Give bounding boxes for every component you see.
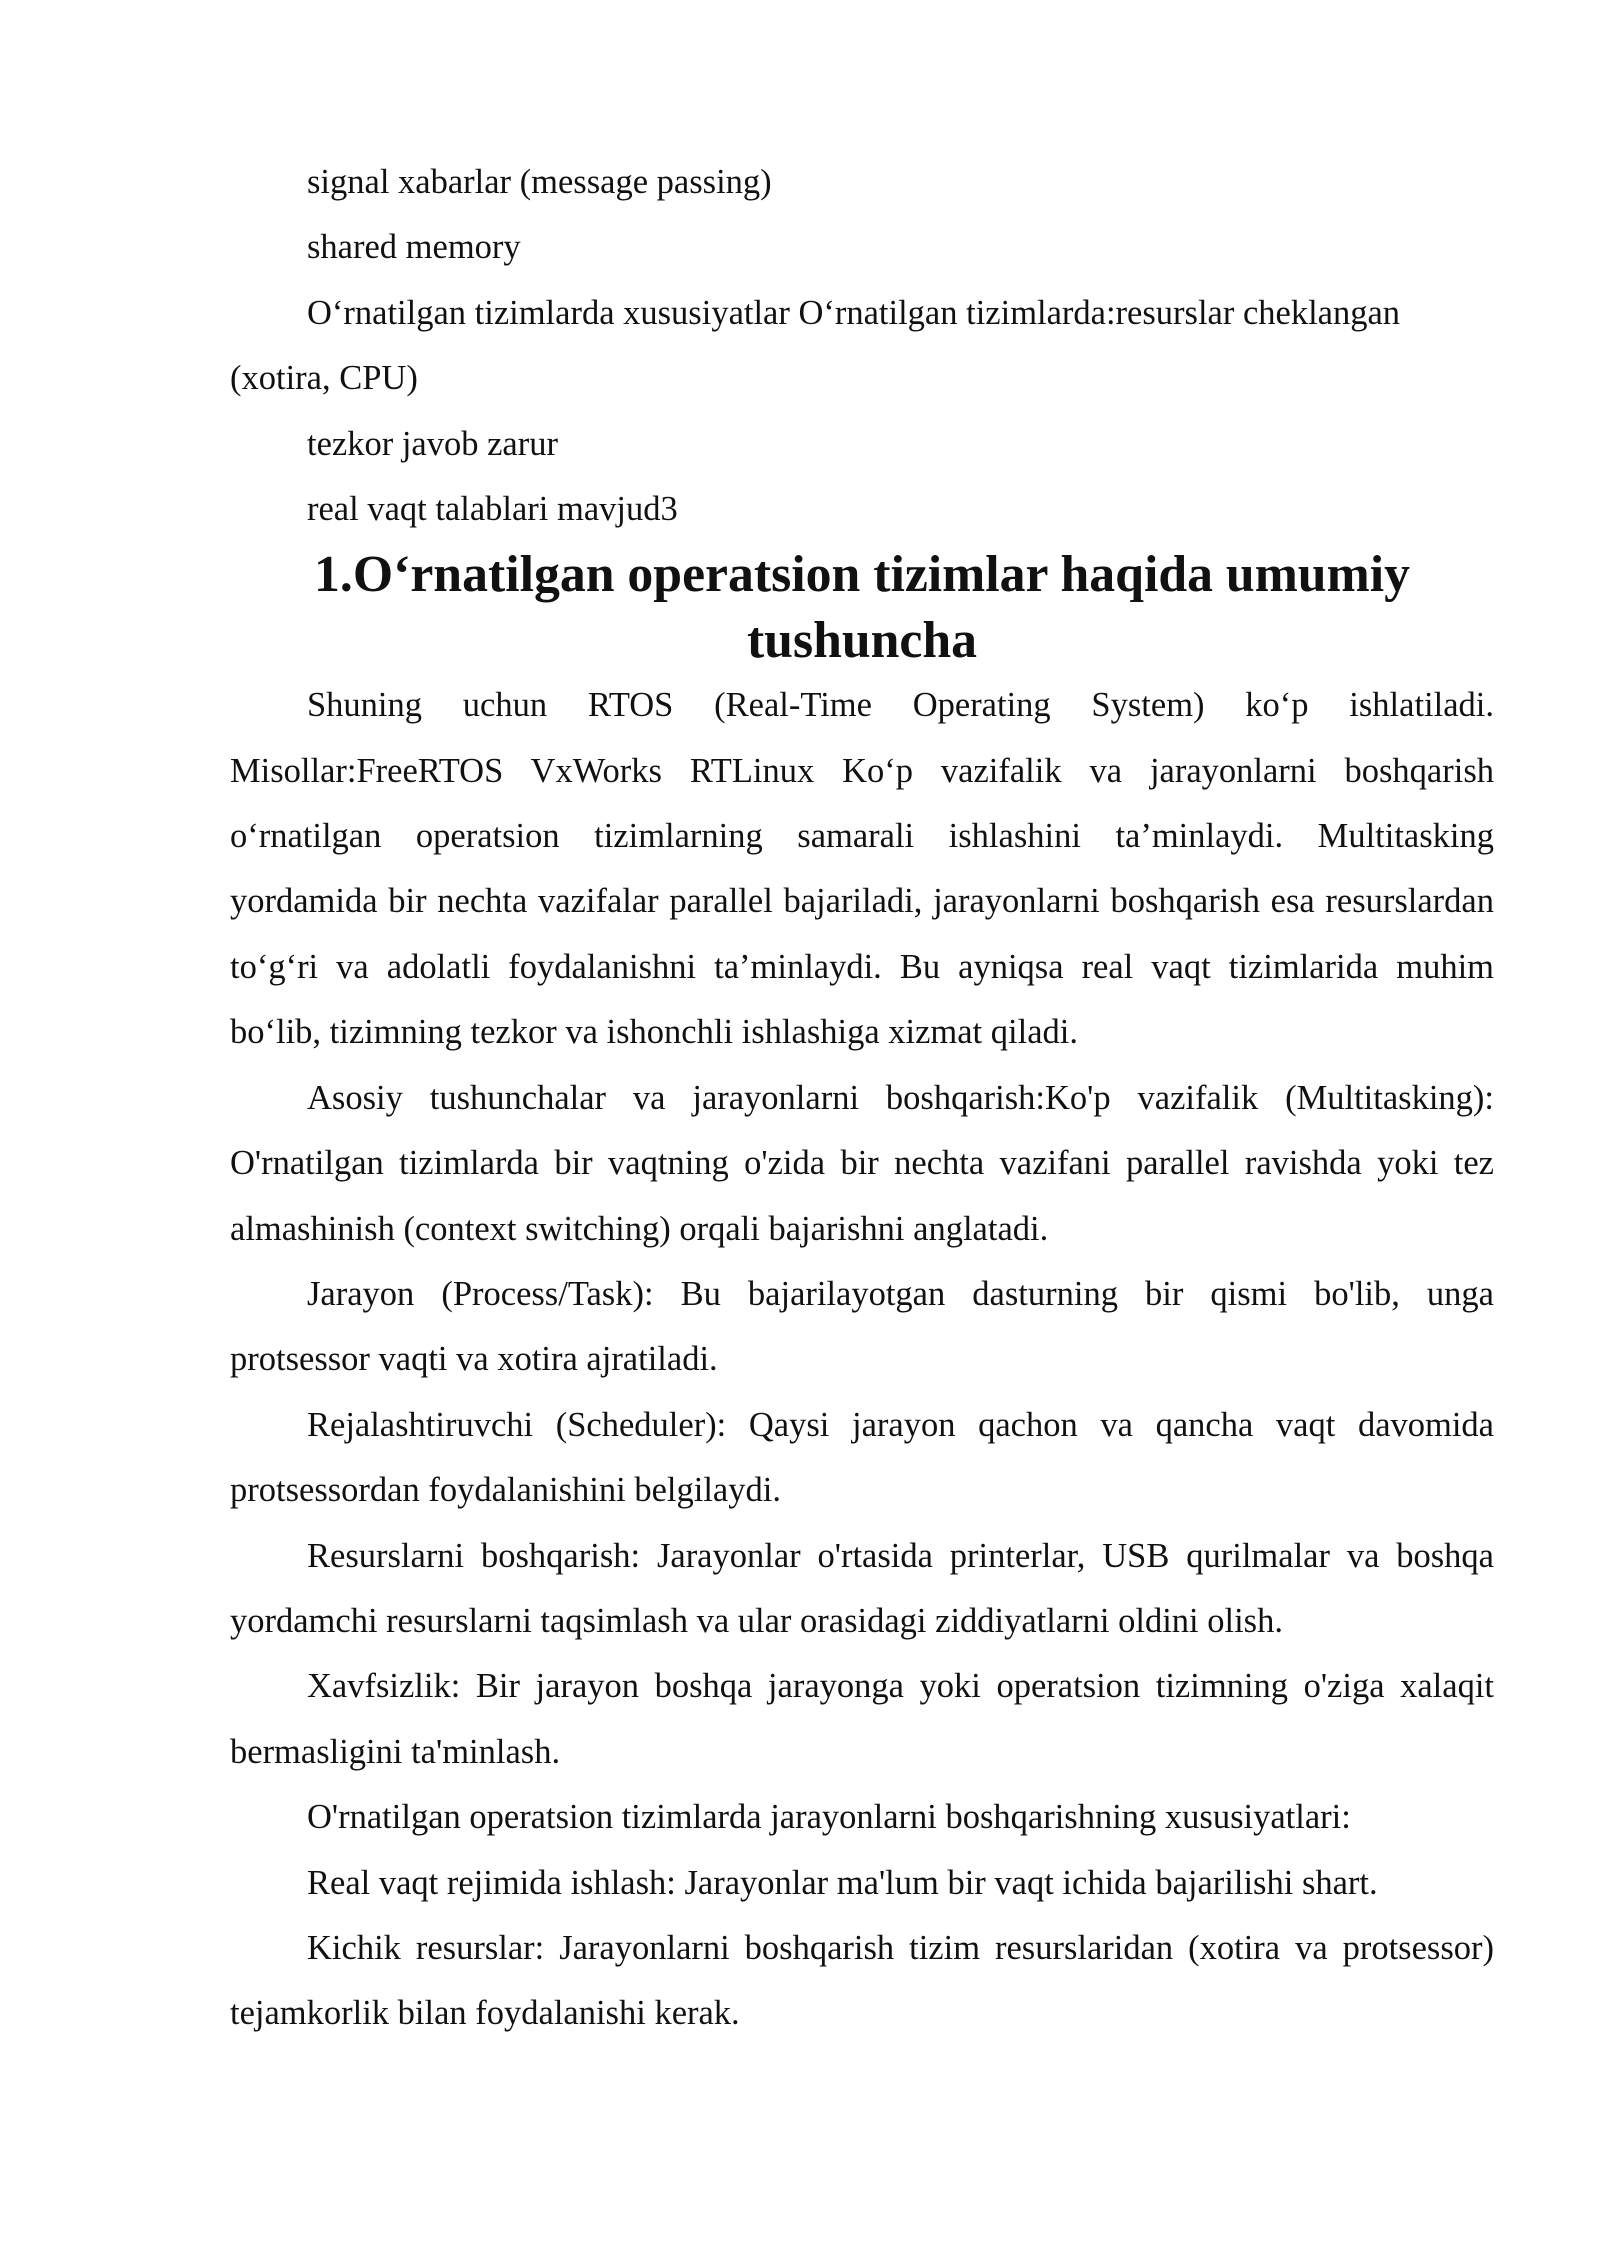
- paragraph-rtos: Shuning uchun RTOS (Real-Time Operating System) ko‘p ishlatiladi. Misollar:FreeRTOS VxWorks RTLinux Ko‘p vazifalik va jarayonlarni boshqarish o‘rnatilgan operatsion tizimlarning samarali ishlashini ta’minlaydi. Multitasking yordamida bir nechta vazifalar parallel bajariladi, jarayonlarni boshqarish esa resurslardan to‘g‘ri va adolatli foydalanishni ta’minlaydi. Bu ayniqsa real vaqt tizimlarida muhim bo‘lib, tizimning tezkor va ishonchli ishlashiga xizmat qiladi.: [230, 686, 1494, 1052]
- paragraph-real-vaqt: real vaqt talablari mavjud3: [307, 490, 678, 529]
- paragraph-jarayon: Jarayon (Process/Task): Bu bajarilayotgan dasturning bir qismi bo'lib, unga protsessor vaqti va xotira ajratiladi.: [230, 1274, 1494, 1379]
- paragraph-xususiyatlar: O‘rnatilgan tizimlarda xususiyatlar O‘rnatilgan tizimlarda:resurslar cheklangan (xotira, CPU): [230, 293, 1401, 398]
- paragraph-rejalashtiruvchi: Rejalashtiruvchi (Scheduler): Qaysi jarayon qachon va qancha vaqt davomida protsessordan foydalanishini belgilaydi.: [230, 1405, 1494, 1510]
- paragraph-xususiyatlari: O'rnatilgan operatsion tizimlarda jarayonlarni boshqarishning xususiyatlari:: [307, 1798, 1351, 1837]
- paragraph-signal-xabarlar: signal xabarlar (message passing): [307, 163, 772, 201]
- section-heading: 1.O‘rnatilgan operatsion tizimlar haqida umumiy tushuncha: [314, 546, 1410, 669]
- paragraph-resurslarni-boshqarish: Resurslarni boshqarish: Jarayonlar o'rtasida printerlar, USB qurilmalar va boshqa yordamchi resurslarni taqsimlash va ular orasidagi ziddiyatlarni oldini olish.: [230, 1536, 1494, 1640]
- document-page: [230, 150, 1494, 2047]
- paragraph-tezkor-javob: tezkor javob zarur: [307, 424, 558, 463]
- paragraph-asosiy-tushunchalar: Asosiy tushunchalar va jarayonlarni boshqarish:Ko'p vazifalik (Multitasking): O'rnatilgan tizimlarda bir vaqtning o'zida bir nechta vazifani parallel ravishda yoki tez almashinish (context switching) orqali bajarishni anglatadi.: [230, 1078, 1494, 1248]
- paragraph-xavfsizlik: Xavfsizlik: Bir jarayon boshqa jarayonga yoki operatsion tizimning o'ziga xalaqit bermasligini ta'minlash.: [230, 1667, 1494, 1771]
- paragraph-kichik-resurslar: Kichik resurslar: Jarayonlarni boshqarish tizim resurslaridan (xotira va protsessor) tejamkorlik bilan foydalanishi kerak.: [230, 1928, 1494, 2033]
- paragraph-real-vaqt-rejimi: Real vaqt rejimida ishlash: Jarayonlar ma'lum bir vaqt ichida bajarilishi shart.: [307, 1863, 1378, 1902]
- paragraph-shared-memory: shared memory: [307, 228, 521, 267]
